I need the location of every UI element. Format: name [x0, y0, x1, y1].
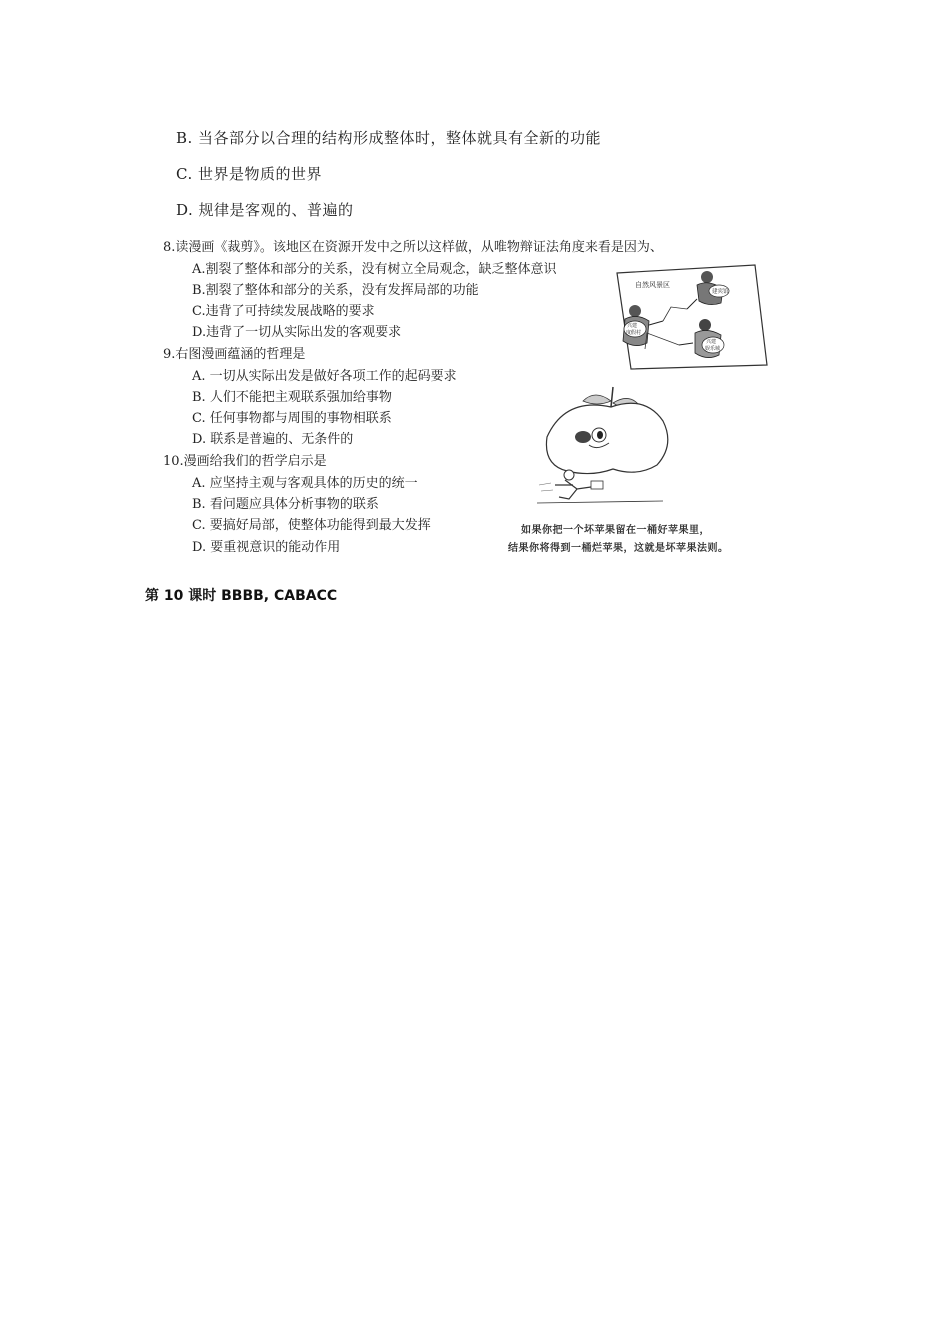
q10-option-a: A. 应坚持主观与客观具体的历史的统一	[192, 476, 418, 491]
prev-option-d: D. 规律是客观的、普遍的	[176, 201, 354, 219]
apple-caption-line1: 如果你把一个坏苹果留在一桶好苹果里，	[521, 525, 710, 536]
answer-key: 第 10 课时 BBBB, CABACC	[145, 588, 338, 604]
q9-option-b: B. 人们不能把主观联系强加给事物	[192, 390, 392, 405]
bad-apple-cartoon	[525, 385, 675, 510]
cutting-cartoon	[605, 263, 770, 373]
svg-text:娱乐城: 娱乐城	[705, 346, 721, 352]
q10-option-b: B. 看问题应具体分析事物的联系	[192, 497, 379, 512]
q10-stem: 10.漫画给我们的哲学启示是	[163, 454, 327, 469]
q10-option-c: C. 要搞好局部，使整体功能得到最大发挥	[192, 518, 431, 533]
q8-option-b: B.割裂了整体和部分的关系，没有发挥局部的功能	[192, 283, 479, 298]
q8-option-d: D.违背了一切从实际出发的客观要求	[192, 325, 402, 340]
q10-option-d: D. 要重视意识的能动作用	[192, 540, 341, 555]
prev-option-b: B. 当各部分以合理的结构形成整体时，整体就具有全新的功能	[176, 129, 602, 147]
q9-option-d: D. 联系是普遍的、无条件的	[192, 432, 354, 447]
svg-text:度假村: 度假村	[626, 330, 642, 336]
q9-stem: 9.右图漫画蕴涵的哲理是	[163, 347, 306, 362]
q9-option-a: A. 一切从实际出发是做好各项工作的起码要求	[192, 369, 457, 384]
cartoon-area-label: 自然风景区	[635, 281, 670, 289]
cartoon-label-right: 建宾馆	[712, 289, 729, 295]
svg-text:兴建: 兴建	[706, 339, 717, 345]
svg-text:兴建: 兴建	[627, 323, 638, 329]
q8-stem: 8.读漫画《裁剪》。该地区在资源开发中之所以这样做，从唯物辩证法角度来看是因为、	[163, 240, 663, 255]
prev-option-c: C. 世界是物质的世界	[176, 165, 322, 183]
apple-caption-line2: 结果你将得到一桶烂苹果，这就是坏苹果法则。	[508, 543, 729, 554]
q9-option-c: C. 任何事物都与周围的事物相联系	[192, 411, 392, 426]
q8-option-c: C.违背了可持续发展战略的要求	[192, 304, 375, 319]
q8-option-a: A.割裂了整体和部分的关系，没有树立全局观念，缺乏整体意识	[192, 262, 557, 277]
